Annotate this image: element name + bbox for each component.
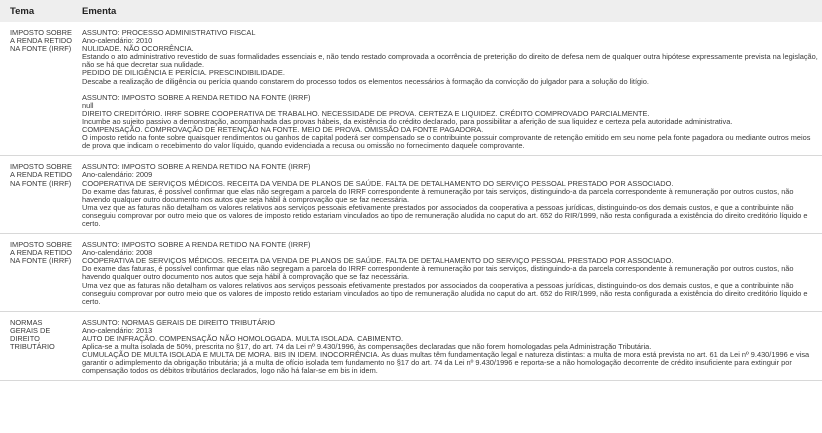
ementa-line: Ano-calendário: 2009 — [82, 170, 153, 180]
ementa-line: Ano-calendário: 2010 — [82, 36, 153, 46]
ementa-line: ASSUNTO: IMPOSTO SOBRE A RENDA RETIDO NA FONTE (IRRF) — [82, 162, 311, 172]
ementa-line: COMPENSAÇÃO. COMPROVAÇÃO DE RETENÇÃO NA FONTE. MEIO DE PROVA. OMISSÃO DA FONTE PAGADORA. — [82, 125, 484, 135]
tema-cell: IMPOSTO SOBRE A RENDA RETIDO NA FONTE (IRRF) — [10, 240, 73, 266]
table-row — [0, 156, 822, 234]
ementa-line: NULIDADE. NÃO OCORRÊNCIA. — [82, 44, 194, 54]
table-row — [0, 22, 822, 156]
ementa-cell — [72, 311, 822, 381]
ementa-line: ASSUNTO: PROCESSO ADMINISTRATIVO FISCAL — [82, 28, 256, 37]
ementa-line: Aplica-se a multa isolada de 50%, prescrita no §17, do art. 74 da Lei nº 9.430/1996, às compensações declaradas que não forem homologadas pela Administração Tributária. — [82, 342, 652, 352]
table-row — [0, 311, 822, 381]
ementa-cell — [72, 156, 822, 234]
ementa-line: Do exame das faturas, é possível confirmar que elas não segregam a parcela do IRRF correspondente à remuneração por tais serviços, distinguindo-a da parcela correspondente à remuneração por outros custos, não havendo qualquer outro documento nos autos que seja hábil à comprovação que se faz necessária. — [82, 186, 794, 204]
ementa-line: Incumbe ao sujeito passivo a demonstração, acompanhada das provas hábeis, da existência do crédito declarado, para possibilitar a aferição de sua liquidez e certeza pela autoridade administrativa. — [82, 116, 733, 126]
table-row — [0, 234, 822, 312]
ementa-line: DIREITO CREDITÓRIO. IRRF SOBRE COOPERATIVA DE TRABALHO. NECESSIDADE DE PROVA. CERTEZA E LIQUIDEZ. CRÉDITO COMPROVADO PARCIALMENTE. — [82, 108, 650, 118]
ementa-line: COOPERATIVA DE SERVIÇOS MÉDICOS. RECEITA DA VENDA DE PLANOS DE SAÚDE. FALTA DE DETALHAMENTO DO SERVIÇO PESSOAL PRESTADO POR ASSOCIADO. — [82, 178, 674, 188]
ementa-line: CUMULAÇÃO DE MULTA ISOLADA E MULTA DE MORA. BIS IN IDEM. INOCORRÊNCIA. As duas multas têm fundamentação legal e natureza distintas: a multa de mora está prevista no art. 61 da Lei nº 9.430/1996 e visa garantir o adimplemento da obrigação tributária; já a multa de ofício isolada tem fundamento no §17 do art. 74 da Lei nº 9.430/1996 e reporta-se a não homologação decorrente de crédito insuficiente para extinguir por compensação todos os débitos tributários declarados, logo não há falar-se em bis in idem. — [82, 350, 810, 376]
ementa-line: ASSUNTO: IMPOSTO SOBRE A RENDA RETIDO NA FONTE (IRRF) — [82, 240, 311, 250]
tema-cell: NORMAS GERAIS DE DIREITO TRIBUTÁRIO — [10, 317, 55, 352]
ementa-line: Do exame das faturas, é possível confirmar que elas não segregam a parcela do IRRF correspondente à remuneração por tais serviços, distinguindo-a da parcela correspondente à remuneração por outros custos, não havendo qualquer outro documento nos autos que seja hábil à comprovação que se faz necessária. — [82, 264, 794, 282]
ementa-cell — [72, 234, 822, 312]
ementa-line: null — [82, 100, 94, 110]
tema-cell: IMPOSTO SOBRE A RENDA RETIDO NA FONTE (IRRF) — [10, 162, 73, 188]
table-header-row — [0, 0, 822, 22]
ementa-line: O imposto retido na fonte sobre quaisquer rendimentos ou ganhos de capital poderá ser compensado se o contribuinte possuir comprovante de retenção emitido em seu nome pela fonte pagadora ou mediante outros meios de prova que indicam o recebimento do valor líquido, quando evidenciada a recusa ou omissão no fornecimento daquele comprovante. — [82, 133, 811, 151]
tema-cell: IMPOSTO SOBRE A RENDA RETIDO NA FONTE (IRRF) — [10, 28, 73, 54]
ementa-line: PEDIDO DE DILIGÊNCIA E PERÍCIA. PRESCINDIBILIDADE. — [82, 68, 285, 78]
ementa-line: ASSUNTO: NORMAS GERAIS DE DIREITO TRIBUTÁRIO — [82, 317, 276, 327]
ementa-line: AUTO DE INFRAÇÃO. COMPENSAÇÃO NÃO HOMOLOGADA. MULTA ISOLADA. CABIMENTO. — [82, 334, 403, 343]
ementa-line: COOPERATIVA DE SERVIÇOS MÉDICOS. RECEITA DA VENDA DE PLANOS DE SAÚDE. FALTA DE DETALHAMENTO DO SERVIÇO PESSOAL PRESTADO POR ASSOCIADO. — [82, 256, 674, 266]
ementa-line: Ano-calendário: 2013 — [82, 325, 153, 335]
ementa-line: Uma vez que as faturas não detalham os valores relativos aos serviços pessoais efetivamente prestados por associados da cooperativa a pessoas jurídicas, distinguindo-os dos demais custos, e que a contribuinte não conseguiu comprovar por outro meio que os valores de imposto retido estariam vinculados ao tipo de remuneração aludida no caput do art. 652 do RIR/1999, não resta configurada a existência do direito creditório líquido e certo. — [82, 202, 808, 228]
ementa-line: ASSUNTO: IMPOSTO SOBRE A RENDA RETIDO NA FONTE (IRRF) — [82, 92, 311, 102]
ementa-line: Descabe a realização de diligência ou perícia quando constarem do processo todos os elementos necessários à formação da convicção do julgador para a solução do litígio. — [82, 76, 649, 86]
column-header-ementa: Ementa — [82, 5, 117, 17]
ementa-line: Uma vez que as faturas não detalham os valores relativos aos serviços pessoais efetivamente prestados por associados da cooperativa a pessoas jurídicas, distinguindo-os dos demais custos, e que a contribuinte não conseguiu comprovar por outro meio que os valores de imposto retido estariam vinculados ao tipo de remuneração aludida no caput do art. 652 do RIR/1999, não resta configurada a existência do direito creditório líquido e certo. — [82, 280, 808, 306]
ementa-cell — [72, 22, 822, 156]
ementa-line: Estando o ato administrativo revestido de suas formalidades essenciais e, não tendo restado comprovada a ocorrência de preterição do direito de defesa nem de qualquer outra hipótese expressamente prevista na legislação, não se há que decretar sua nulidade. — [82, 52, 818, 70]
ementa-line: Ano-calendário: 2008 — [82, 248, 153, 258]
column-header-tema: Tema — [10, 5, 35, 17]
